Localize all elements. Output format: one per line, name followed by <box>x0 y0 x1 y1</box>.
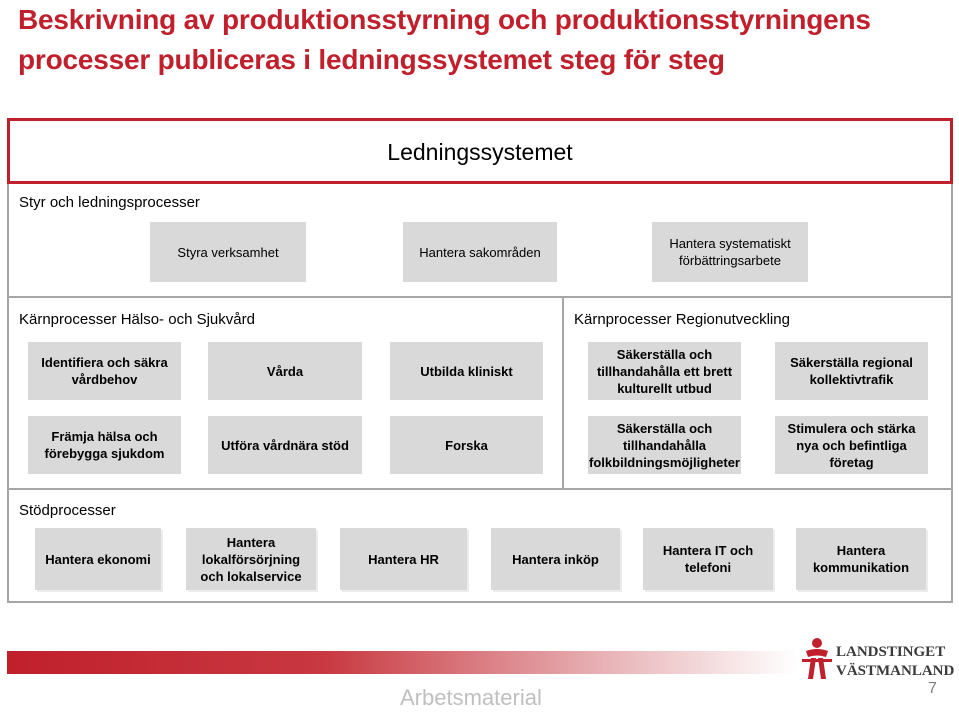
support-box-lokalforsorjning: Hantera lokalförsörjning och lokalservice <box>186 528 316 590</box>
health-box-vardnara-stod: Utföra vårdnära stöd <box>208 416 362 474</box>
core-health-label: Kärnprocesser Hälso- och Sjukvård <box>19 311 255 328</box>
regional-box-foretag: Stimulera och stärka nya och befintliga företag <box>775 416 928 474</box>
support-box-kommunikation: Hantera kommunikation <box>796 528 926 590</box>
support-box-it-telefoni: Hantera IT och telefoni <box>643 528 773 590</box>
management-system-header <box>7 118 953 184</box>
logo-line-2: VÄSTMANLAND <box>836 663 954 679</box>
logo-figure-icon <box>802 638 832 679</box>
regional-box-kulturellt-utbud: Säkerställa och tillhandahålla ett brett kulturellt utbud <box>588 342 741 400</box>
regional-box-kollektivtrafik: Säkerställa regional kollektivtrafik <box>775 342 928 400</box>
footer-gradient-bar <box>7 651 797 674</box>
support-box-ekonomi: Hantera ekonomi <box>35 528 161 590</box>
core-divider-line <box>562 296 564 488</box>
support-processes-label: Stödprocesser <box>19 502 116 519</box>
divider-line <box>7 488 953 490</box>
health-box-forska: Forska <box>390 416 543 474</box>
steering-box-styra-verksamhet: Styra verksamhet <box>150 222 306 282</box>
regional-box-folkbildning: Säkerställa och tillhandahålla folkbildningsmöjligheter <box>588 416 741 474</box>
health-box-identifiera: Identifiera och säkra vårdbehov <box>28 342 181 400</box>
steering-processes-label: Styr och ledningsprocesser <box>19 194 200 211</box>
management-system-title: Ledningssystemet <box>387 139 573 165</box>
divider-line <box>7 296 953 298</box>
support-box-inkop: Hantera inköp <box>491 528 620 590</box>
footer-working-material: Arbetsmaterial <box>400 685 542 710</box>
slide-title: Beskrivning av produktionsstyrning och produktionsstyrningens processer publiceras i ledningssystemet steg för steg <box>18 4 871 75</box>
steering-box-hantera-sakomraden: Hantera sakområden <box>403 222 557 282</box>
logo-line-1: LANDSTINGET <box>836 644 946 660</box>
health-box-varda: Vårda <box>208 342 362 400</box>
health-box-utbilda-kliniskt: Utbilda kliniskt <box>390 342 543 400</box>
core-regional-label: Kärnprocesser Regionutveckling <box>574 311 790 328</box>
health-box-framja-halsa: Främja hälsa och förebygga sjukdom <box>28 416 181 474</box>
steering-box-forbattringsarbete: Hantera systematiskt förbättringsarbete <box>652 222 808 282</box>
landstinget-vastmanland-logo <box>802 637 954 681</box>
page-number: 7 <box>928 680 937 697</box>
support-box-hr: Hantera HR <box>340 528 467 590</box>
